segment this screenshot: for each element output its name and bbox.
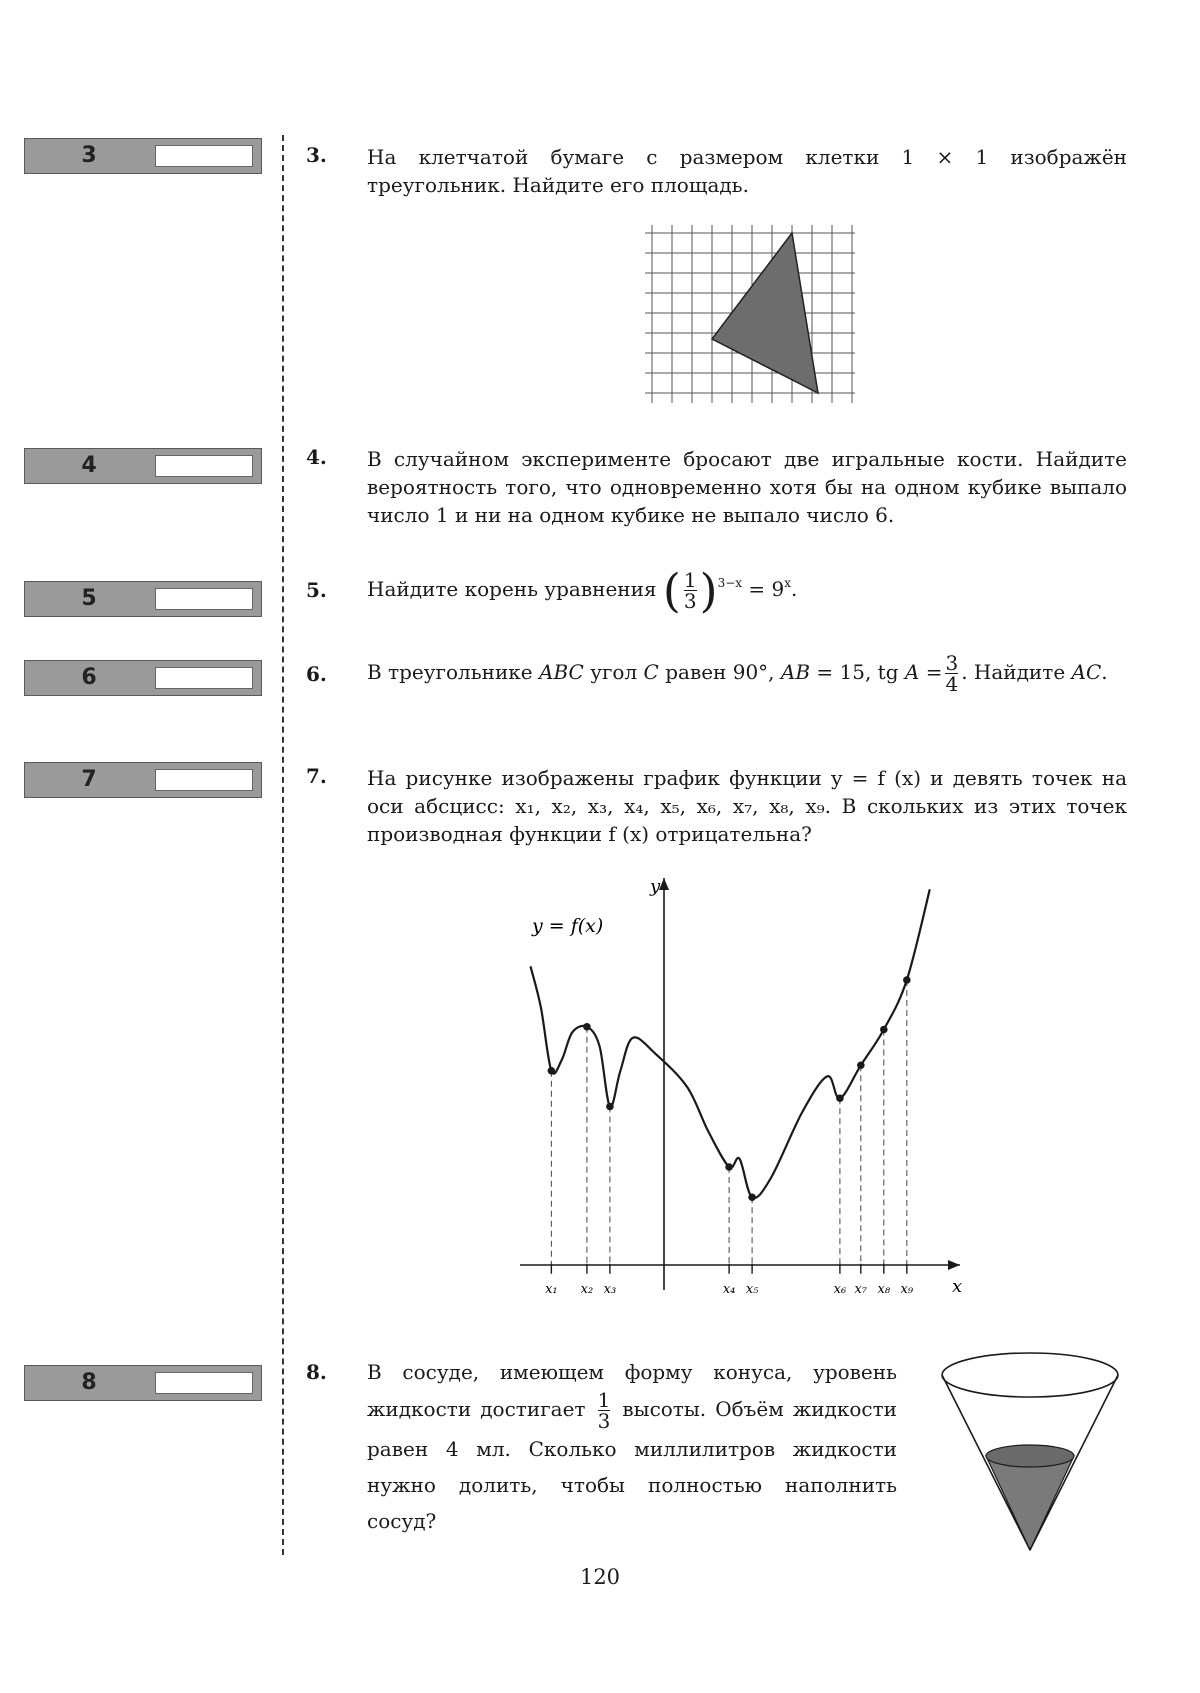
x-point-label: x₉ (900, 1281, 914, 1297)
frac-denominator: 3 (597, 1409, 611, 1433)
answer-box-5 (24, 581, 262, 617)
task-6-fraction (945, 653, 958, 694)
frac-numerator: 1 (683, 568, 697, 592)
curve-point (548, 1067, 556, 1075)
x-point-label: x₄ (722, 1281, 736, 1297)
task-5-text (367, 560, 1127, 618)
task-6-ab: AB (780, 660, 811, 684)
function-graph (520, 870, 980, 1310)
answer-field-6[interactable] (155, 667, 253, 689)
frac-numerator: 3 (945, 651, 959, 675)
frac-denominator: 4 (945, 672, 959, 696)
task-8-text-a: В сосуде, имеющем форму конуса, уровень жидкости достигает (367, 1360, 897, 1421)
task-5-text-before: Найдите корень уравнения (367, 577, 657, 601)
answer-field-7[interactable] (155, 769, 253, 791)
task-4-number: 4. (306, 445, 327, 469)
task-8-fraction (598, 1390, 611, 1431)
y-axis-arrow (659, 878, 669, 890)
triangle-grid-figure (640, 225, 860, 405)
x-point-label: x₅ (745, 1281, 759, 1297)
task-6-text-d: = 15, tg (816, 660, 899, 684)
x-point-label: x₆ (833, 1281, 847, 1297)
answer-field-4[interactable] (155, 455, 253, 477)
task-5-exponent: 3−x (717, 576, 743, 590)
answer-box-label: 8 (81, 1370, 97, 1395)
frac-numerator: 1 (597, 1388, 611, 1412)
curve-point (836, 1094, 844, 1102)
answer-box-label: 4 (81, 453, 97, 478)
answer-box-6 (24, 660, 262, 696)
curve-point (903, 976, 911, 984)
task-4-text: В случайном эксперименте бросают две игральные кости. Найдите вероятность того, что одновременно хотя бы на одном кубике выпало число 1 и ни на одном кубике не выпало число 6. (367, 447, 1127, 527)
answer-box-7 (24, 762, 262, 798)
task-6-ac: AC (1071, 660, 1102, 684)
task-5-number: 5. (306, 578, 327, 602)
task-8-text (367, 1354, 897, 1539)
curve-point (606, 1103, 614, 1111)
task-6-text-b: угол (590, 660, 638, 684)
task-6-a: A (904, 660, 920, 684)
task-6-end: . (1101, 660, 1108, 684)
answer-box-label: 7 (81, 767, 97, 792)
curve-point (748, 1193, 756, 1201)
x-point-label: x₃ (603, 1281, 617, 1297)
right-paren: ) (699, 563, 718, 618)
answer-field-5[interactable] (155, 588, 253, 610)
task-3-text: На клетчатой бумаге с размером клетки 1 × 1 изображён треугольник. Найдите его площадь. (367, 145, 1127, 197)
curve-point (857, 1061, 865, 1069)
answer-box-label: 6 (81, 665, 97, 690)
left-paren: ( (662, 563, 681, 618)
task-6-text (367, 650, 1127, 694)
curve-point (583, 1023, 591, 1031)
cone-liquid (986, 1456, 1074, 1550)
frac-denominator: 3 (683, 589, 697, 613)
task-8-text-b: высоты. Объём жидкости равен 4 мл. Сколько миллилитров жидкости нужно долить, чтобы полностью наполнить сосуд? (367, 1397, 898, 1533)
task-5-rhs-exp: x (784, 576, 792, 590)
task-6-abc: ABC (539, 660, 584, 684)
cone-rim (942, 1353, 1118, 1397)
answer-box-label: 3 (81, 143, 97, 168)
task-6-c: C (643, 660, 659, 684)
page-number: 120 (579, 1565, 621, 1589)
curve-point (880, 1026, 888, 1034)
task-6-text-c: равен 90°, (665, 660, 775, 684)
answer-box-8 (24, 1365, 262, 1401)
x-point-label: x₂ (580, 1281, 594, 1297)
answer-field-8[interactable] (155, 1372, 253, 1394)
task-5-rhs: = 9 (748, 577, 785, 601)
task-6-text-e: = (925, 660, 943, 684)
liquid-surface (986, 1445, 1074, 1467)
task-8-number: 8. (306, 1360, 327, 1384)
cone-figure (930, 1350, 1130, 1560)
answer-field-3[interactable] (155, 145, 253, 167)
answer-box-label: 5 (81, 586, 97, 611)
cut-line (282, 135, 284, 1555)
task-6-text-a: В треугольнике (367, 660, 533, 684)
x-point-label: x₁ (545, 1281, 558, 1297)
task-6-text-f: . Найдите (961, 660, 1066, 684)
task-5-end: . (791, 577, 798, 601)
task-5-fraction (684, 570, 697, 611)
task-6-number: 6. (306, 662, 327, 686)
x-point-label: x₇ (854, 1281, 868, 1297)
function-label: y = f(x) (532, 915, 604, 937)
answer-box-3 (24, 138, 262, 174)
task-3-number: 3. (306, 143, 327, 167)
x-axis-arrow (948, 1260, 960, 1270)
x-axis-label: x (952, 1276, 963, 1297)
curve-point (725, 1163, 733, 1171)
x-point-label: x₈ (877, 1281, 891, 1297)
task-7-text: На рисунке изображены график функции y = f (x) и девять точек на оси абсцисс: x₁, x₂, x₃, x₄, x₅, x₆, x₇, x₈, x₉. В скольких из этих точек производная функции f (x) отрицательна? (367, 766, 1127, 846)
task-7-number: 7. (306, 764, 327, 788)
y-axis-label: y (650, 876, 661, 897)
answer-box-4 (24, 448, 262, 484)
chart-guides (551, 980, 906, 1269)
